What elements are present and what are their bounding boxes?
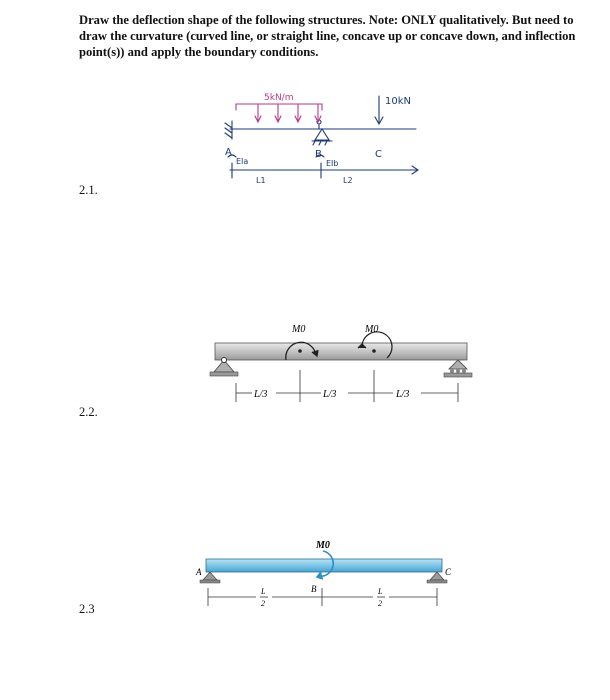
half-span-right-num: L: [378, 587, 383, 596]
stiffness-a-label: EIa: [236, 157, 249, 166]
span-3-label: L/3: [396, 389, 410, 400]
point-load-label: 10kN: [385, 96, 411, 107]
problem-number-2-1: 2.1.: [79, 183, 98, 197]
moment-right-label: M0: [365, 324, 379, 335]
dimension-lines-2-3: [208, 588, 437, 606]
moment-label: M0: [316, 540, 330, 551]
half-span-left-num: L: [261, 587, 266, 596]
roller-support-right-icon: [444, 360, 472, 377]
span-1-label: L/3: [254, 389, 268, 400]
dimension-lines-2-2: [236, 370, 458, 402]
pin-support-a-icon: [200, 572, 220, 583]
half-span-right-den: 2: [378, 599, 382, 608]
beam-2-2: [215, 343, 467, 360]
moment-left-label: M0: [292, 324, 306, 335]
stiffness-b-label: EIb: [326, 159, 339, 168]
point-b-label: B: [311, 584, 317, 594]
problem-number-2-2: 2.2.: [79, 405, 98, 419]
support-c-label: C: [445, 567, 452, 577]
problem-prompt: Draw the deflection shape of the following structures. Note: ONLY qualitatively. But need to draw the curvature (curved line, or straight line, concave up or concave down, and inflection point(s)) and apply the boundary conditions.: [79, 13, 576, 59]
problem-number-2-3: 2.3: [79, 602, 95, 616]
support-c-label: C: [375, 149, 382, 160]
span-1-label: L1: [256, 176, 266, 185]
beam-2-3: [206, 559, 442, 572]
support-a-label: A: [225, 147, 232, 158]
half-span-left-den: 2: [261, 599, 265, 608]
support-a-label: A: [196, 567, 202, 577]
span-2-label: L2: [343, 176, 353, 185]
span-2-label: L/3: [323, 389, 337, 400]
support-b-label: B: [315, 149, 322, 160]
pin-support-c-icon: [427, 572, 447, 583]
dist-load-label: 5kN/m: [264, 93, 294, 103]
